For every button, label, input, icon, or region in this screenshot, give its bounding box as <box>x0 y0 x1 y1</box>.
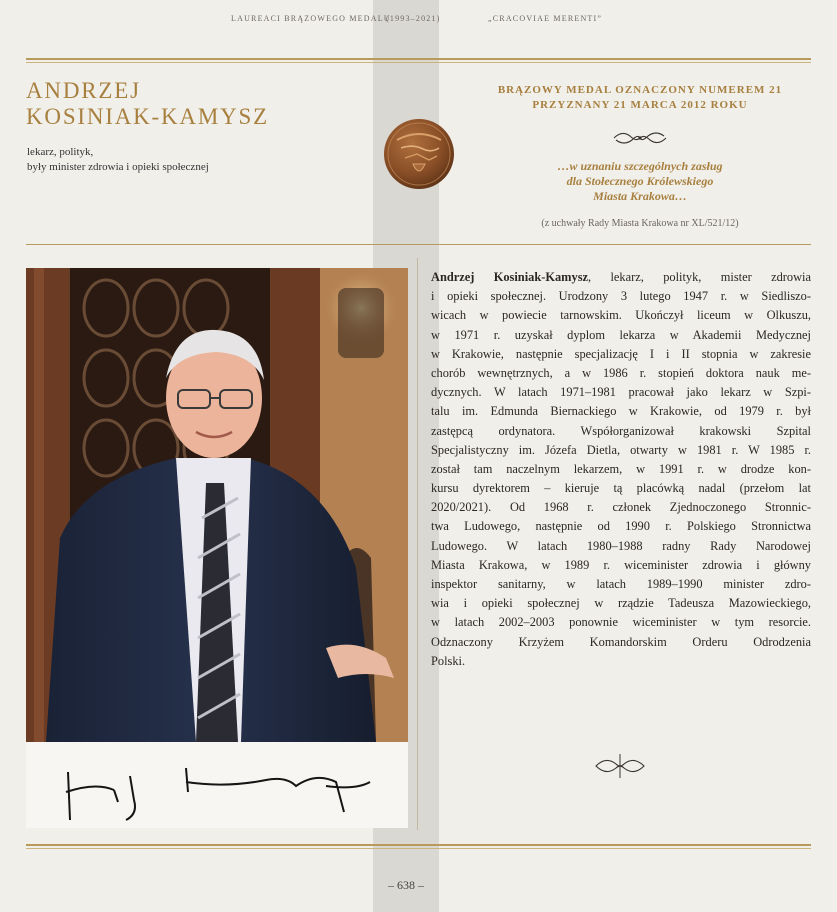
bio-line <box>431 364 811 383</box>
bio-line-text: dycznych. W latach 1971–1981 pracował jako lekarz w Szpi- <box>431 385 811 400</box>
bio-line-text: i opieki społecznej. Urodzony 3 lutego 1947 r. w Siedliszo- <box>431 289 811 304</box>
bio-line <box>431 575 811 594</box>
bio-name-bold: Andrzej Kosiniak-Kamysz <box>431 270 589 284</box>
bio-line-text: wia i opieki społecznej w rządzie Tadeusza Mazowieckiego, <box>431 596 811 611</box>
bottom-gold-rule <box>26 844 811 849</box>
bio-line <box>431 402 811 421</box>
bio-line-text: inspektor sanitarny, w latach 1989–1990 minister zdro- <box>431 577 811 591</box>
bio-line-text: Ludowego. W latach 1980–1988 radny Rady Narodowej <box>431 538 811 553</box>
bio-line-text: talu im. Edmunda Biernackiego w Krakowie, od 1979 r. był <box>431 404 811 419</box>
running-head-left: LAUREACI BRĄZOWEGO MEDALU <box>231 14 391 23</box>
bio-line <box>431 422 811 441</box>
medal-heading-line1: BRĄZOWY MEDAL OZNACZONY NUMEREM 21 <box>497 84 783 96</box>
bio-line <box>431 479 811 498</box>
handwritten-signature <box>26 742 408 828</box>
bio-line <box>431 537 811 556</box>
medal-heading-line2: PRZYZNANY 21 MARCA 2012 ROKU <box>532 99 748 111</box>
bio-line <box>431 594 811 613</box>
laureate-name-line2: KOSINIAK-KAMYSZ <box>26 104 269 129</box>
medal-quote <box>470 159 810 204</box>
laureate-role-line2: były minister zdrowia i opieki społecznej <box>27 161 209 173</box>
bronze-medal-icon <box>383 118 455 190</box>
bio-line-text: kursu dyrektorem – kieruje tą placówką nadal (przełom lat <box>431 481 811 496</box>
bio-line-text: w latach 2002–2003 ponownie wiceminister w tym resorcie. <box>431 615 811 630</box>
laureate-role <box>27 145 209 175</box>
bio-line-text: Polski. <box>431 653 466 668</box>
column-divider <box>417 258 418 830</box>
bio-line-text: twa Ludowego, następnie od 1990 r. Polskiego Stronnictwa <box>431 519 811 534</box>
bio-line <box>431 556 811 575</box>
bio-line <box>431 345 811 364</box>
bio-line-text: zastępcą ordynatora. Współorganizował krakowski Szpital <box>431 423 811 438</box>
bio-line-text: został tam naczelnym lekarzem, w 1991 r. w drodze kon- <box>431 461 811 476</box>
bio-line <box>431 613 811 632</box>
portrait-photo <box>26 268 408 742</box>
medal-quote-line1: …w uznaniu szczególnych zasług <box>557 159 723 173</box>
ornament-scroll-icon <box>612 128 668 148</box>
bio-line <box>431 633 811 652</box>
top-gold-rule <box>26 58 811 63</box>
bio-line <box>431 326 811 345</box>
section-rule <box>26 244 811 245</box>
running-head <box>0 14 837 30</box>
bio-line-text: chorób wewnętrznych, a w 1986 r. stopień doktora nauk me- <box>431 365 811 380</box>
medal-quote-line2: dla Stołecznego Królewskiego <box>566 174 714 188</box>
bio-line <box>431 441 811 460</box>
biography-text <box>431 268 811 671</box>
quote-source: (z uchwały Rady Miasta Krakowa nr XL/521/12) <box>541 218 739 229</box>
bio-line <box>431 652 811 671</box>
laureate-role-line1: lekarz, polityk, <box>27 146 94 158</box>
bio-line <box>431 460 811 479</box>
bio-line <box>431 383 811 402</box>
bio-line <box>431 268 811 287</box>
signature-area <box>26 742 408 828</box>
bio-line-text: w Krakowie, następnie specjalizację I i II stopnia w zakresie <box>431 346 811 361</box>
bio-line-text: Odznaczony Krzyżem Komandorskim Orderu Odrodzenia <box>431 634 811 649</box>
bio-line <box>431 306 811 325</box>
bio-line <box>431 517 811 536</box>
laureate-name <box>26 78 269 130</box>
bio-line-text: w 1971 r. uzyskał dyplom lekarza w Akademii Medycznej <box>431 327 811 342</box>
ornament-end-icon <box>592 752 648 780</box>
bio-line <box>431 287 811 306</box>
bio-line-text: Specjalistyczny im. Józefa Dietla, otwarty w 1981 r. W 1985 r. <box>431 442 811 457</box>
laureate-name-line1: ANDRZEJ <box>26 78 141 103</box>
medal-quote-line3: Miasta Krakowa… <box>593 189 687 203</box>
bio-line-text: 2020/2021). Od 1968 r. członek Zjednoczonego Stronnic- <box>431 500 811 515</box>
running-head-center: (1993–2021) <box>386 14 441 23</box>
bio-line-content <box>431 268 811 287</box>
medal-heading <box>470 83 810 113</box>
bio-line-text: Miasta Krakowa, w 1989 r. wiceminister zdrowia i główny <box>431 557 811 572</box>
running-head-right: „CRACOVIAE MERENTI” <box>488 14 603 23</box>
bio-line <box>431 498 811 517</box>
bio-line-text: wicach w powiecie tarnowskim. Ukończył liceum w Olkuszu, <box>431 308 811 323</box>
bio-line-rest: , lekarz, polityk, mister zdrowia <box>588 270 811 284</box>
page-number: – 638 – <box>388 878 424 892</box>
